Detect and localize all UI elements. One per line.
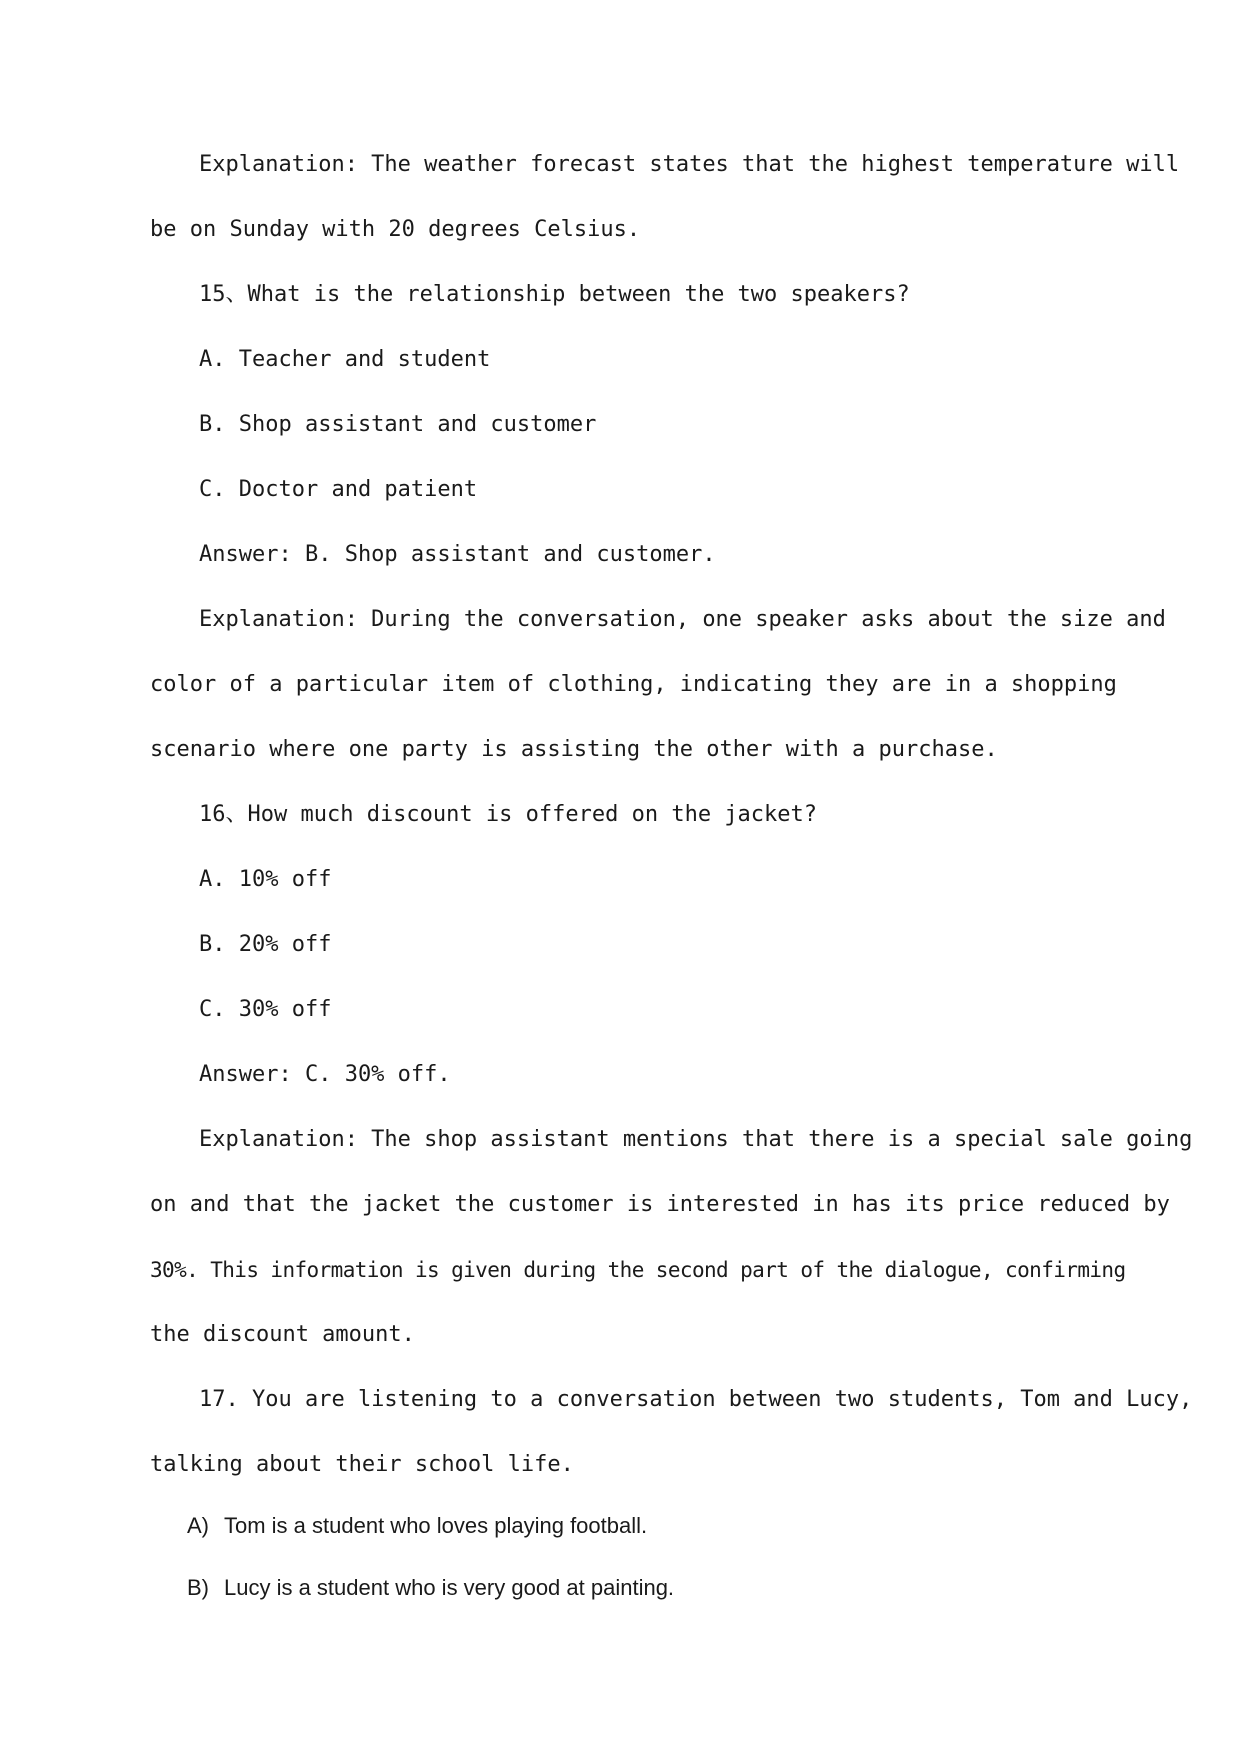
q16-explanation-line1: Explanation: The shop assistant mentions that there is a special sale going: [199, 1127, 1193, 1152]
q16-answer: Answer: C. 30% off.: [199, 1062, 451, 1087]
q16-question: 16、How much discount is offered on the jacket?: [199, 802, 818, 827]
q15-option-c: C. Doctor and patient: [199, 477, 478, 502]
q17-item-b-marker: B): [187, 1575, 209, 1600]
q16-option-c: C. 30% off: [199, 997, 332, 1022]
q17-item-b: [187, 1573, 674, 1603]
q17-question-line2: talking about their school life.: [150, 1452, 574, 1477]
q15-answer: Answer: B. Shop assistant and customer.: [199, 542, 716, 567]
q16-explanation-line2: on and that the jacket the customer is interested in has its price reduced by: [150, 1192, 1170, 1217]
q17-question-line1: 17. You are listening to a conversation between two students, Tom and Lucy,: [199, 1387, 1193, 1412]
q16-explanation-line4: the discount amount.: [150, 1322, 415, 1347]
q15-explanation-line1: Explanation: During the conversation, one speaker asks about the size and: [199, 607, 1166, 632]
q17-item-b-text: Lucy is a student who is very good at painting.: [224, 1575, 675, 1600]
q16-option-b: B. 20% off: [199, 932, 332, 957]
q15-explanation-line3: scenario where one party is assisting the other with a purchase.: [150, 737, 998, 762]
q17-item-a-text: Tom is a student who loves playing football.: [224, 1513, 648, 1538]
q14-explanation-line1: Explanation: The weather forecast states that the highest temperature will: [199, 152, 1180, 177]
q14-explanation-line2: be on Sunday with 20 degrees Celsius.: [150, 217, 641, 242]
q15-question: 15、What is the relationship between the two speakers?: [199, 282, 910, 307]
q15-option-a: A. Teacher and student: [199, 347, 491, 372]
q15-option-b: B. Shop assistant and customer: [199, 412, 597, 437]
q17-item-a-marker: A): [187, 1513, 209, 1538]
q15-explanation-line2: color of a particular item of clothing, indicating they are in a shopping: [150, 672, 1117, 697]
q16-option-a: A. 10% off: [199, 867, 332, 892]
q17-item-a: [187, 1511, 647, 1541]
q16-explanation-line3: 30%. This information is given during the second part of the dialogue, confirming: [150, 1258, 1126, 1282]
